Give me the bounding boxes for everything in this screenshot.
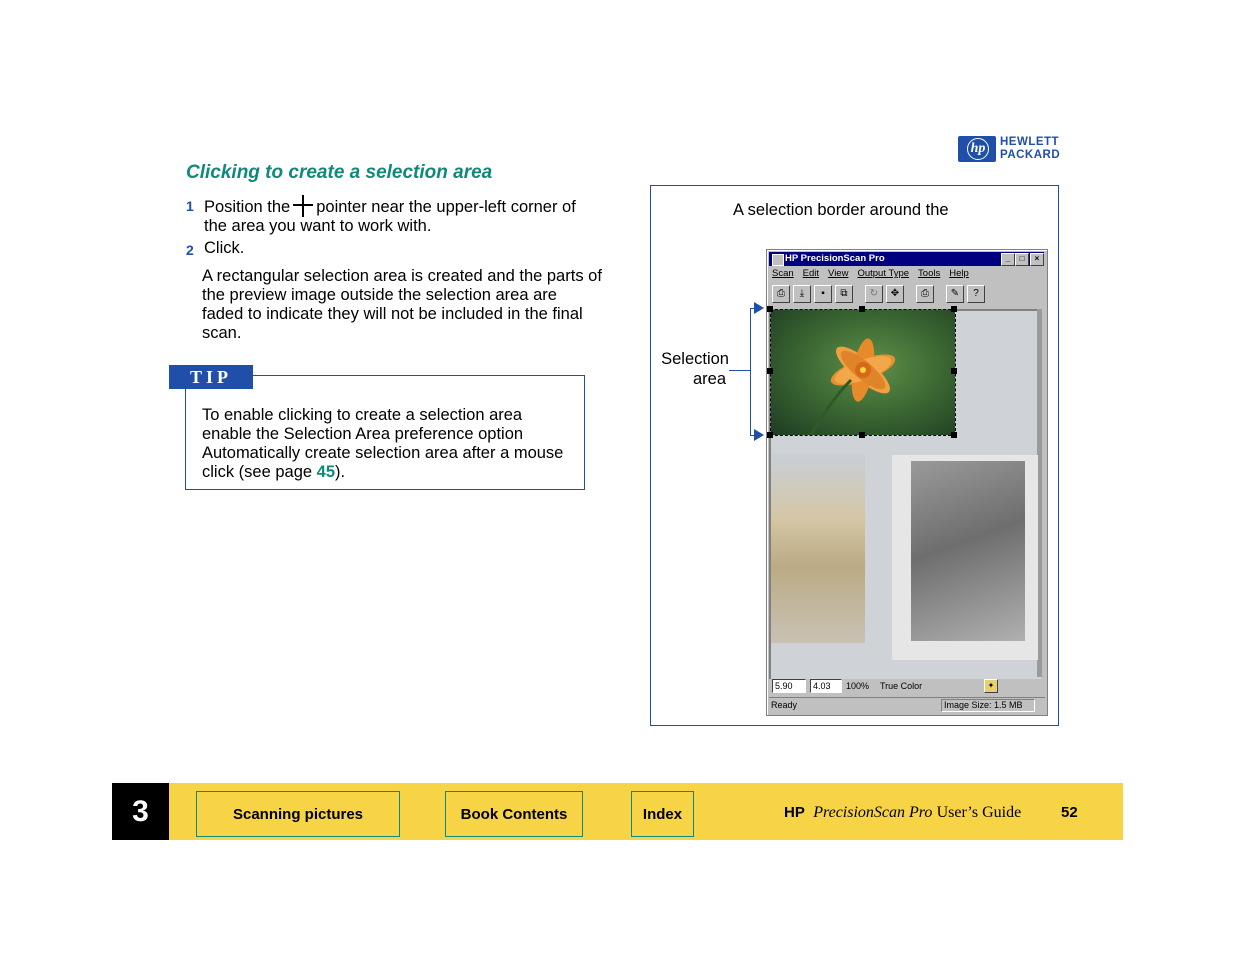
selection-handle[interactable]	[859, 432, 865, 438]
scanner-statusbar	[769, 697, 1045, 712]
scanner-menubar	[772, 268, 969, 279]
copy-icon[interactable]: ⧉	[835, 285, 853, 303]
selection-handle[interactable]	[859, 306, 865, 312]
scanner-window-title: HP PrecisionScan Pro	[785, 253, 885, 264]
move-icon[interactable]: ✥	[886, 285, 904, 303]
menu-edit[interactable]: Edit	[802, 268, 820, 279]
app-icon	[772, 254, 784, 266]
step-1-text-after: pointer near the upper-left corner of the area you want to work with.	[204, 198, 576, 235]
photo-boat	[911, 461, 1025, 641]
minimize-icon[interactable]: _	[1001, 253, 1015, 266]
step-1-text-before: Position the	[204, 198, 291, 216]
selection-label-line1: Selection	[661, 350, 729, 368]
output-type-value: True Color	[880, 681, 923, 691]
tip-text-body: To enable clicking to create a selection area enable the Selection Area preference option Automatically create selection area after a mouse click (see page	[202, 406, 564, 481]
guide-title-suffix: User’s Guide	[936, 804, 1022, 821]
guide-title-hp: HP	[784, 804, 805, 821]
help-pointer-icon[interactable]: ?	[967, 285, 985, 303]
height-field[interactable]: 4.03	[810, 679, 842, 693]
menu-tools[interactable]: Tools	[918, 268, 941, 279]
step-2-text: Click.	[204, 239, 245, 257]
send-icon[interactable]: ✎	[946, 285, 964, 303]
scanner-toolbar	[772, 285, 985, 305]
selection-handle[interactable]	[951, 368, 957, 374]
hp-logo-circle: hp	[967, 138, 989, 160]
lily-flower-image	[771, 310, 955, 435]
nav-scanning-pictures-button[interactable]: Scanning pictures	[196, 791, 400, 837]
scanner-window-titlebar	[769, 252, 1044, 266]
figure-caption: A selection border around the	[733, 201, 949, 219]
tip-page-link[interactable]: 45	[316, 463, 335, 481]
save-icon[interactable]: ▪	[814, 285, 832, 303]
scanner-info-bar	[772, 678, 1042, 694]
page-number: 52	[1061, 804, 1078, 821]
chapter-number: 3	[112, 783, 169, 840]
selection-label-line2: area	[692, 370, 726, 388]
step-1	[186, 195, 586, 236]
hp-logo-line2: PACKARD	[1000, 149, 1061, 161]
result-paragraph: A rectangular selection area is created and the parts of the preview image outside the selection area are faded to indicate they will not be included in the final scan.	[202, 267, 602, 342]
status-text: Ready	[771, 700, 798, 710]
section-heading: Clicking to create a selection area	[186, 162, 493, 183]
nav-index-button[interactable]: Index	[631, 791, 694, 837]
selection-handle[interactable]	[951, 306, 957, 312]
lightbulb-icon[interactable]: ✦	[984, 679, 998, 693]
guide-title-product: PrecisionScan Pro	[813, 804, 933, 821]
print-icon[interactable]: ⎙	[916, 285, 934, 303]
selection-handle[interactable]	[767, 306, 773, 312]
close-icon[interactable]: ×	[1030, 253, 1044, 266]
toolbar-separator	[907, 285, 913, 305]
width-field[interactable]: 5.90	[772, 679, 806, 693]
hp-logo-wordmark	[1000, 136, 1060, 162]
image-size-text: Image Size: 1.5 MB	[941, 699, 1035, 712]
toolbar-separator	[856, 285, 862, 305]
arrow-right-icon	[754, 429, 764, 441]
hp-logo	[958, 136, 1078, 162]
step-1-number: 1	[186, 198, 194, 214]
selected-photo-lily[interactable]	[771, 310, 955, 435]
maximize-icon[interactable]: □	[1015, 253, 1029, 266]
tip-text-end: ).	[335, 463, 346, 481]
step-1-text	[204, 195, 586, 236]
crosshair-pointer-icon	[293, 195, 313, 215]
bracket-line	[750, 308, 751, 436]
step-2-number: 2	[186, 242, 194, 258]
rotate-icon[interactable]: ↻	[865, 285, 883, 303]
selection-handle[interactable]	[951, 432, 957, 438]
menu-output-type[interactable]: Output Type	[857, 268, 910, 279]
menu-help[interactable]: Help	[949, 268, 969, 279]
rescan-icon[interactable]: ⤓	[793, 285, 811, 303]
hp-logo-mark	[958, 136, 996, 162]
arrow-right-icon	[754, 302, 764, 314]
menu-scan[interactable]: Scan	[772, 268, 794, 279]
tip-text	[202, 406, 572, 482]
bracket-connector	[729, 370, 750, 371]
menu-view[interactable]: View	[828, 268, 849, 279]
selection-handle[interactable]	[767, 368, 773, 374]
tip-label: TIP	[169, 365, 253, 389]
guide-title	[784, 804, 1021, 822]
photo-aspen-trees	[771, 453, 865, 643]
selection-area-label	[654, 349, 729, 389]
zoom-value: 100%	[846, 681, 870, 691]
scan-icon[interactable]: ⎙	[772, 285, 790, 303]
selection-handle[interactable]	[767, 432, 773, 438]
toolbar-separator	[937, 285, 943, 305]
hp-logo-line1: HEWLETT	[1000, 136, 1060, 148]
step-2	[186, 239, 586, 260]
nav-book-contents-button[interactable]: Book Contents	[445, 791, 583, 837]
